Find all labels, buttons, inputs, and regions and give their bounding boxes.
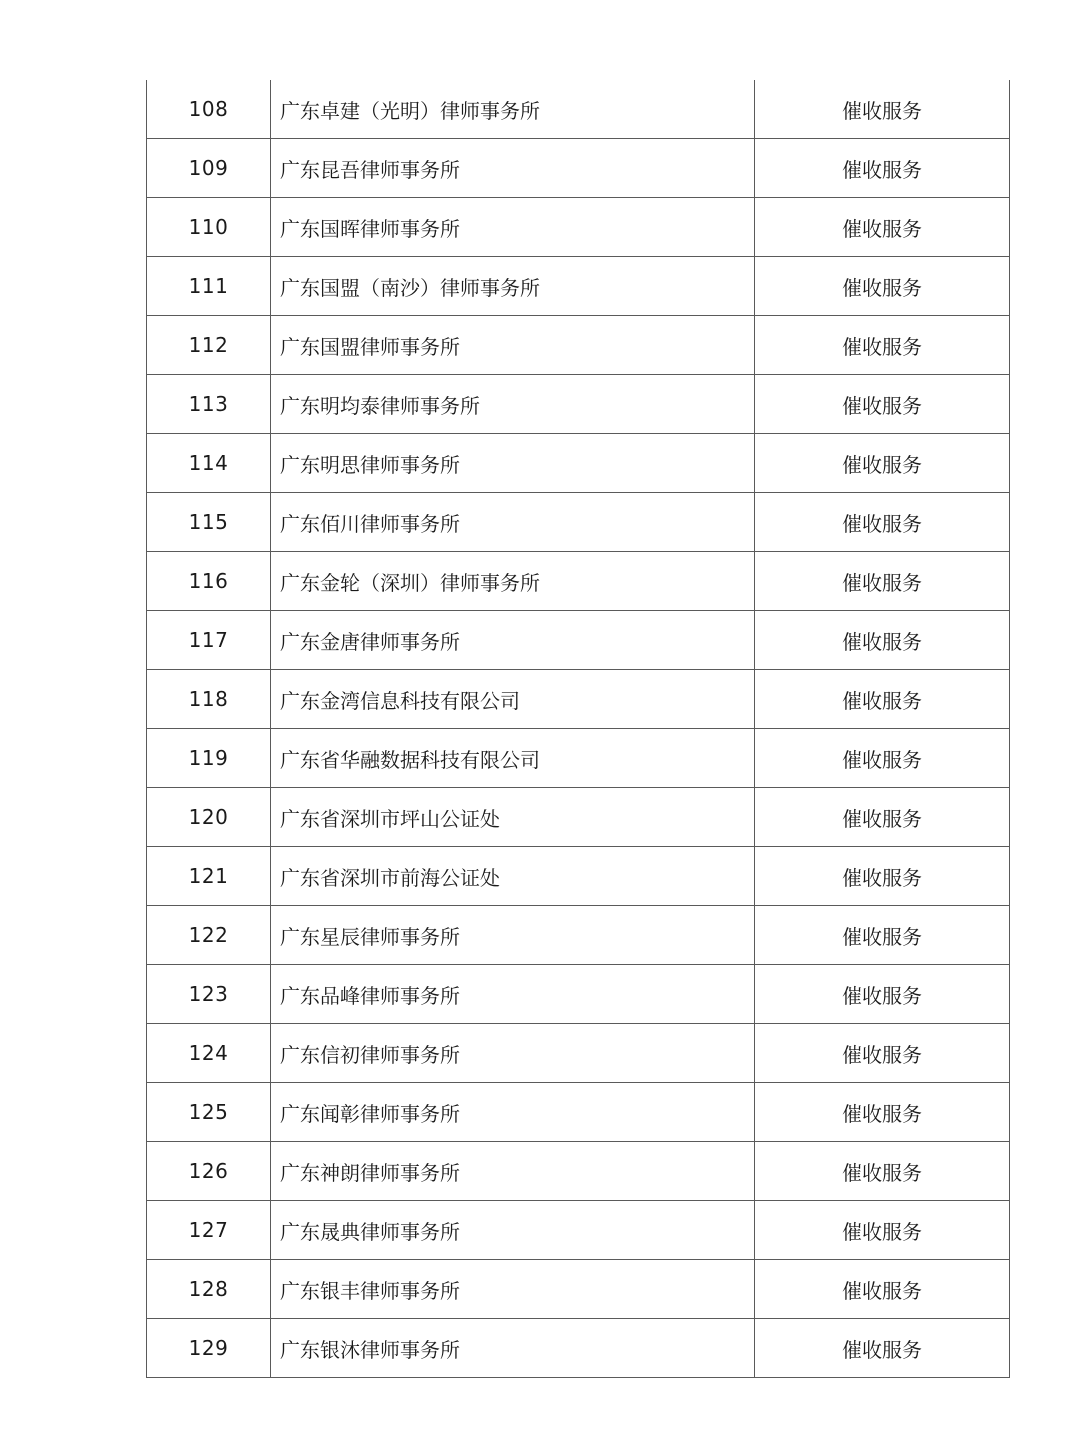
institution-name-cell: 广东国盟律师事务所 (271, 316, 755, 375)
row-number-cell: 124 (147, 1024, 271, 1083)
institution-name-cell: 广东金轮（深圳）律师事务所 (271, 552, 755, 611)
institution-name-cell: 广东省深圳市前海公证处 (271, 847, 755, 906)
institution-name-cell: 广东卓建（光明）律师事务所 (271, 80, 755, 139)
row-number-cell: 120 (147, 788, 271, 847)
service-type-cell: 催收服务 (755, 1142, 1010, 1201)
institution-name-cell: 广东省深圳市坪山公证处 (271, 788, 755, 847)
table-row (147, 375, 1010, 434)
table-row (147, 1024, 1010, 1083)
service-type-cell: 催收服务 (755, 611, 1010, 670)
row-number-cell: 110 (147, 198, 271, 257)
service-type-cell: 催收服务 (755, 434, 1010, 493)
row-number-cell: 117 (147, 611, 271, 670)
table-row (147, 80, 1010, 139)
institution-table (146, 80, 1010, 1378)
row-number-cell: 115 (147, 493, 271, 552)
table-row (147, 198, 1010, 257)
institution-name-cell: 广东昆吾律师事务所 (271, 139, 755, 198)
row-number-cell: 128 (147, 1260, 271, 1319)
institution-name-cell: 广东金唐律师事务所 (271, 611, 755, 670)
service-type-cell: 催收服务 (755, 965, 1010, 1024)
row-number-cell: 118 (147, 670, 271, 729)
institution-name-cell: 广东闻彰律师事务所 (271, 1083, 755, 1142)
service-type-cell: 催收服务 (755, 670, 1010, 729)
service-type-cell: 催收服务 (755, 375, 1010, 434)
service-type-cell: 催收服务 (755, 552, 1010, 611)
table-row (147, 1319, 1010, 1378)
institution-name-cell: 广东国盟（南沙）律师事务所 (271, 257, 755, 316)
institution-name-cell: 广东信初律师事务所 (271, 1024, 755, 1083)
service-type-cell: 催收服务 (755, 1201, 1010, 1260)
row-number-cell: 125 (147, 1083, 271, 1142)
row-number-cell: 121 (147, 847, 271, 906)
row-number-cell: 114 (147, 434, 271, 493)
institution-name-cell: 广东国晖律师事务所 (271, 198, 755, 257)
table-row (147, 1201, 1010, 1260)
row-number-cell: 123 (147, 965, 271, 1024)
row-number-cell: 111 (147, 257, 271, 316)
table-row (147, 788, 1010, 847)
row-number-cell: 108 (147, 80, 271, 139)
table-row (147, 552, 1010, 611)
service-type-cell: 催收服务 (755, 788, 1010, 847)
row-number-cell: 112 (147, 316, 271, 375)
institution-name-cell: 广东明均泰律师事务所 (271, 375, 755, 434)
table-row (147, 1260, 1010, 1319)
institution-name-cell: 广东银丰律师事务所 (271, 1260, 755, 1319)
row-number-cell: 113 (147, 375, 271, 434)
service-type-cell: 催收服务 (755, 729, 1010, 788)
service-type-cell: 催收服务 (755, 139, 1010, 198)
service-type-cell: 催收服务 (755, 80, 1010, 139)
institution-name-cell: 广东银沐律师事务所 (271, 1319, 755, 1378)
institution-name-cell: 广东明思律师事务所 (271, 434, 755, 493)
institution-name-cell: 广东省华融数据科技有限公司 (271, 729, 755, 788)
table-row (147, 611, 1010, 670)
row-number-cell: 116 (147, 552, 271, 611)
table-row (147, 670, 1010, 729)
service-type-cell: 催收服务 (755, 257, 1010, 316)
institution-name-cell: 广东佰川律师事务所 (271, 493, 755, 552)
service-type-cell: 催收服务 (755, 316, 1010, 375)
institution-name-cell: 广东星辰律师事务所 (271, 906, 755, 965)
row-number-cell: 122 (147, 906, 271, 965)
table-row (147, 139, 1010, 198)
service-type-cell: 催收服务 (755, 198, 1010, 257)
service-type-cell: 催收服务 (755, 906, 1010, 965)
table-row (147, 434, 1010, 493)
table-body (147, 80, 1010, 1378)
row-number-cell: 127 (147, 1201, 271, 1260)
row-number-cell: 109 (147, 139, 271, 198)
service-type-cell: 催收服务 (755, 1024, 1010, 1083)
row-number-cell: 119 (147, 729, 271, 788)
institution-name-cell: 广东神朗律师事务所 (271, 1142, 755, 1201)
table-row (147, 493, 1010, 552)
service-type-cell: 催收服务 (755, 847, 1010, 906)
table-row (147, 316, 1010, 375)
table-row (147, 257, 1010, 316)
service-type-cell: 催收服务 (755, 1260, 1010, 1319)
table-row (147, 1083, 1010, 1142)
row-number-cell: 126 (147, 1142, 271, 1201)
table-row (147, 1142, 1010, 1201)
institution-name-cell: 广东品峰律师事务所 (271, 965, 755, 1024)
service-type-cell: 催收服务 (755, 493, 1010, 552)
table-row (147, 847, 1010, 906)
institution-name-cell: 广东金湾信息科技有限公司 (271, 670, 755, 729)
service-type-cell: 催收服务 (755, 1083, 1010, 1142)
table-row (147, 906, 1010, 965)
row-number-cell: 129 (147, 1319, 271, 1378)
table-row (147, 729, 1010, 788)
table-row (147, 965, 1010, 1024)
institution-name-cell: 广东晟典律师事务所 (271, 1201, 755, 1260)
service-type-cell: 催收服务 (755, 1319, 1010, 1378)
